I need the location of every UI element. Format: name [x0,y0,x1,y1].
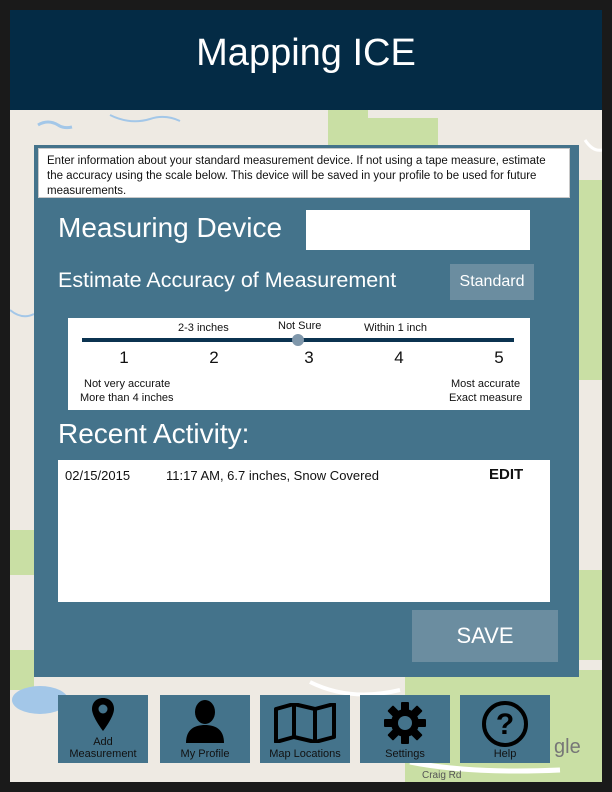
app-title: Mapping ICE [196,32,416,74]
measuring-device-label: Measuring Device [58,212,283,243]
app-frame [10,10,602,782]
save-button[interactable]: SAVE [412,610,558,662]
activity-detail: 11:17 AM, 6.7 inches, Snow Covered [166,468,379,483]
measuring-device-input[interactable] [306,210,530,250]
scale-number-2[interactable]: 2 [209,348,219,367]
scale-high-label-1: Most accurate [451,378,521,390]
activity-date: 02/15/2015 [65,468,131,483]
scale-number-4[interactable]: 4 [394,348,404,367]
scale-label-3: Not Sure [278,320,322,332]
accuracy-label: Estimate Accuracy of Measurement [58,268,397,292]
nav-add-measurement[interactable] [58,695,148,763]
map-road-label: Craig Rd [422,770,462,781]
nav-label-my-profile: My Profile [180,748,230,760]
nav-my-profile[interactable] [160,695,250,763]
svg-text:?: ? [495,708,515,741]
nav-label-settings: Settings [385,748,425,760]
scale-high-label-2: Exact measure [449,392,523,404]
nav-label-help: Help [493,748,517,760]
scale-low-label-1: Not very accurate [84,378,171,390]
scale-label-4: Within 1 inch [364,322,427,334]
app-header [10,10,602,110]
recent-activity-label: Recent Activity: [58,418,250,449]
nav-settings[interactable] [360,695,450,763]
recent-activity-list [58,460,550,602]
scale-number-5[interactable]: 5 [494,348,504,367]
edit-button[interactable]: EDIT [489,466,524,483]
scale-number-3[interactable]: 3 [304,348,314,367]
scale-label-2: 2-3 inches [178,322,229,334]
map-attribution: gle [554,736,581,758]
nav-label-add-measurement: Add Measurement [69,736,137,760]
scale-number-1[interactable]: 1 [119,348,129,367]
standard-button[interactable]: Standard [450,264,534,300]
info-text: Enter information about your standard measurement device. If not using a tape measure, estimate the accuracy using the scale below. This device will be saved in your profile to be used for future measurements. [38,148,570,198]
nav-label-map-locations: Map Locations [269,748,341,760]
accuracy-scale [68,318,530,410]
scale-handle[interactable] [292,334,304,346]
nav-map-locations[interactable] [260,695,350,763]
scale-low-label-2: More than 4 inches [80,392,174,404]
nav-help[interactable] [460,695,550,763]
